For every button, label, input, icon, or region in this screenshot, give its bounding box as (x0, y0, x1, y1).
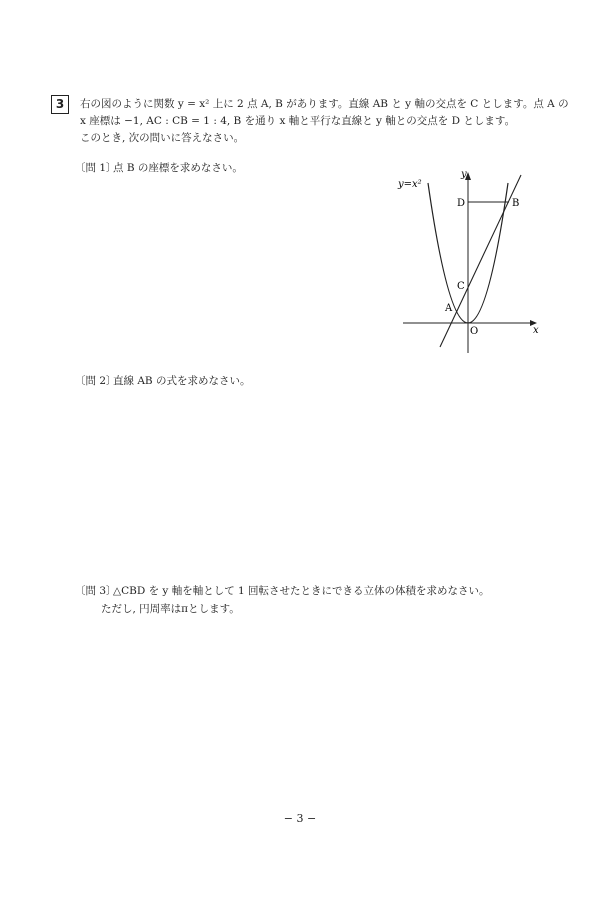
point-d-label: D (457, 198, 466, 209)
subquestion-3-note: ただし, 円周率はπとします。 (101, 603, 240, 615)
intro-line-2: x 座標は −1, AC : CB = 1 : 4, B を通り x 軸と平行な直線と y 軸との交点を D とします。 (80, 115, 516, 127)
subquestion-3-text: △CBD を y 軸を軸として 1 回転させたときにできる立体の体積を求めなさい。 (113, 585, 490, 597)
point-b-label: B (512, 198, 520, 209)
point-c-label: C (457, 281, 465, 292)
y-axis-label: y (461, 169, 467, 180)
subquestion-1 (75, 160, 243, 175)
page-number: − 3 − (283, 812, 317, 825)
line-ab (440, 175, 521, 347)
subquestion-1-text: 点 B の座標を求めなさい。 (113, 162, 243, 174)
point-a-label: A (445, 303, 453, 314)
origin-label: O (470, 326, 479, 337)
intro-line-3: このとき, 次の問いに答えなさい。 (80, 132, 245, 144)
x-axis-label: x (533, 325, 539, 336)
curve-label: y=x² (398, 179, 422, 190)
parabola-graph (395, 165, 545, 355)
subquestion-2-tag: 〔問 2〕 (75, 375, 117, 387)
intro-line-1: 右の図のように関数 y = x² 上に 2 点 A, B があります。直線 AB と y 軸の交点を C とします。点 A の (80, 98, 569, 110)
subquestion-2 (75, 373, 250, 388)
subquestion-3 (75, 583, 490, 598)
subquestion-2-text: 直線 AB の式を求めなさい。 (113, 375, 251, 387)
subquestion-3-tag: 〔問 3〕 (75, 585, 117, 597)
subquestion-1-tag: 〔問 1〕 (75, 162, 117, 174)
question-number-box: 3 (51, 95, 69, 114)
